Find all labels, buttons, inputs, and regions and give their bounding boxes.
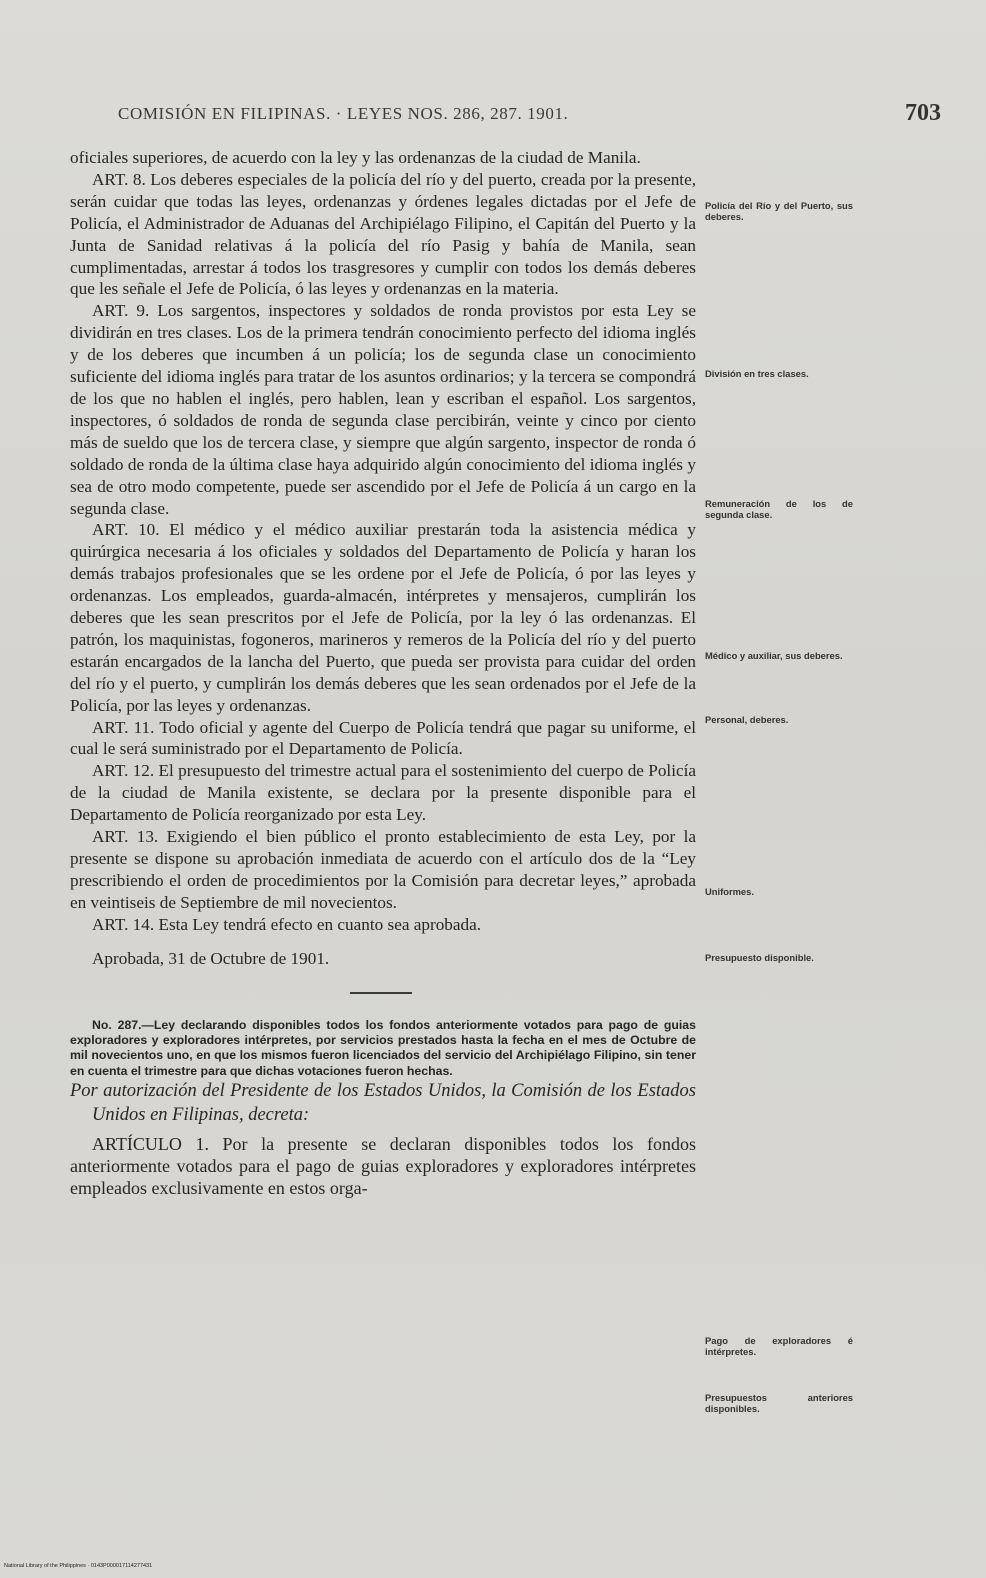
enacting-clause: Por autorización del Presidente de los Estados Unidos, la Comisión de los Estados Unidos en Filipinas, decreta: <box>70 1081 696 1126</box>
margin-note: Uniformes. <box>705 886 754 897</box>
article-9 <box>70 300 696 519</box>
article-label: ART. 13. <box>92 827 159 847</box>
running-header: COMISIÓN EN FILIPINAS. · LEYES NOS. 286, 287. 1901. <box>118 104 569 123</box>
article-11 <box>70 717 696 761</box>
margin-note: Personal, deberes. <box>705 714 789 725</box>
article-text: Los deberes especiales de la policía del río y del puerto, creada por la presente, serán cuidar que todas las leyes, ordenanzas y órdenes legales dictadas por el Jefe de Policía, el Administrador de Aduanas del Archipiélago Filipino, el Capitán del Puerto y la Junta de Sanidad relativas á la policía del río Pasig y bahía de Manila, sean cumplimentadas, arrestar á todos los trasgresores y cumplir con todos los demás deberes que les señale el Jefe de Policía, ó las leyes y ordenanzas en la materia. <box>70 169 696 299</box>
margin-note: Remuneración de los de segunda clase. <box>705 498 853 520</box>
article-12 <box>70 760 696 826</box>
article-label: ART. 12. <box>92 761 155 781</box>
section-divider <box>350 992 412 994</box>
law-287-title: No. 287.—Ley declarando disponibles todos los fondos anteriormente votados para pago de guias exploradores y exploradores intérpretes, por servicios prestados hasta la fecha en el mes de Octubre de mil novecientos uno, en que los mismos fueron licenciados del servicio del Archipiélago Filipino, sin tener en cuenta el trimestre para que dichas votaciones fueron hechas. <box>70 1017 696 1078</box>
margin-note: Pago de exploradores é intérpretes. <box>705 1335 853 1357</box>
margin-note: Policía del Río y del Puerto, sus deberes. <box>705 200 853 222</box>
margin-note: Presupuesto disponible. <box>705 952 814 963</box>
article-text: El presupuesto del trimestre actual para el sostenimiento del cuerpo de Policía de la ciudad de Manila existente, se declara por la presente disponible para el Departamento de Policía reorganizado por esta Ley. <box>70 761 696 825</box>
article-text: Exigiendo el bien público el pronto establecimiento de esta Ley, por la presente se dispone su aprobación inmediata de acuerdo con el artículo dos de la “Ley prescribiendo el orden de procedimientos por la Comisión para decretar leyes,” aprobada en veintiseis de Septiembre de mil novecientos. <box>70 827 696 912</box>
page-number: 703 <box>905 100 941 126</box>
margin-note: Médico y auxiliar, sus deberes. <box>705 650 843 661</box>
article-text: El médico y el médico auxiliar prestarán toda la asistencia médica y quirúrgica necesaria á los oficiales y soldados del Departamento de Policía y haran los demás trabajos profesionales que se les ordene por el Jefe de Policía, ó por las leyes y ordenanzas. Los empleados, guarda-almacén, intérpretes y mensajeros, cumplirán los deberes que les sean prescritos por el Jefe de Policía, por la ley ó las ordenanzas. El patrón, los maquinistas, fogoneros, marineros y remeros de la Policía del río y del puerto estarán encargados de la lancha del Puerto, que pueda ser provista para cuidar del orden del río y el puerto, y cumplirán los demás deberes que les sean ordenados por el Jefe de la Policía, por las leyes y ordenanzas. <box>70 520 696 715</box>
body-text <box>70 147 696 1199</box>
article-label: ART. 10. <box>92 520 160 540</box>
article-14 <box>70 914 696 936</box>
article-text: Por la presente se declaran disponibles todos los fondos anteriormente votados para el pago de guias exploradores y exploradores intérpretes empleados exclusivamente en estos orga- <box>70 1134 696 1199</box>
approval-date: Aprobada, 31 de Octubre de 1901. <box>92 948 330 968</box>
article-8 <box>70 169 696 300</box>
margin-note: Presupuestos anteriores disponibles. <box>705 1392 853 1414</box>
article-10 <box>70 519 696 716</box>
article-1 <box>70 1133 696 1199</box>
article-label: ART. 14. <box>92 914 155 934</box>
article-label: ART. 8. <box>92 169 146 189</box>
article-label: ART. 11. <box>92 717 155 737</box>
article-text: Esta Ley tendrá efecto en cuanto sea aprobada. <box>154 914 482 934</box>
margin-note: División en tres clases. <box>705 368 809 379</box>
scan-credit: National Library of the Philippines · 0143P000017114277431 <box>4 1563 153 1569</box>
article-label: ART. 9. <box>92 301 150 321</box>
article-label: ARTÍCULO 1. <box>92 1134 209 1155</box>
article-text: Todo oficial y agente del Cuerpo de Policía tendrá que pagar su uniforme, el cual le será suministrado por el Departamento de Policía. <box>70 717 697 759</box>
article-13 <box>70 826 696 914</box>
paragraph-continuation: oficiales superiores, de acuerdo con la ley y las ordenanzas de la ciudad de Manila. <box>70 148 641 167</box>
article-text: Los sargentos, inspectores y soldados de ronda provistos por esta Ley se dividirán en tres clases. Los de la primera tendrán conocimiento perfecto del idioma inglés y de los deberes que incumben á un policía; los de segunda clase un conocimiento suficiente del idioma inglés para tratar de los asuntos ordinarios; y la tercera se compondrá de los que no hablen el inglés, pero hablen, lean y escriban el español. Los sargentos, inspectores, ó soldados de ronda de segunda clase percibirán, veinte y cinco por ciento más de sueldo que los de tercera clase, y siempre que algún sargento, inspector de ronda ó soldado de ronda de la última clase haya adquirido algún conocimiento del idioma inglés y sea de otro modo competente, puede ser ascendido por el Jefe de Policía á un cargo en la segunda clase. <box>70 301 696 518</box>
